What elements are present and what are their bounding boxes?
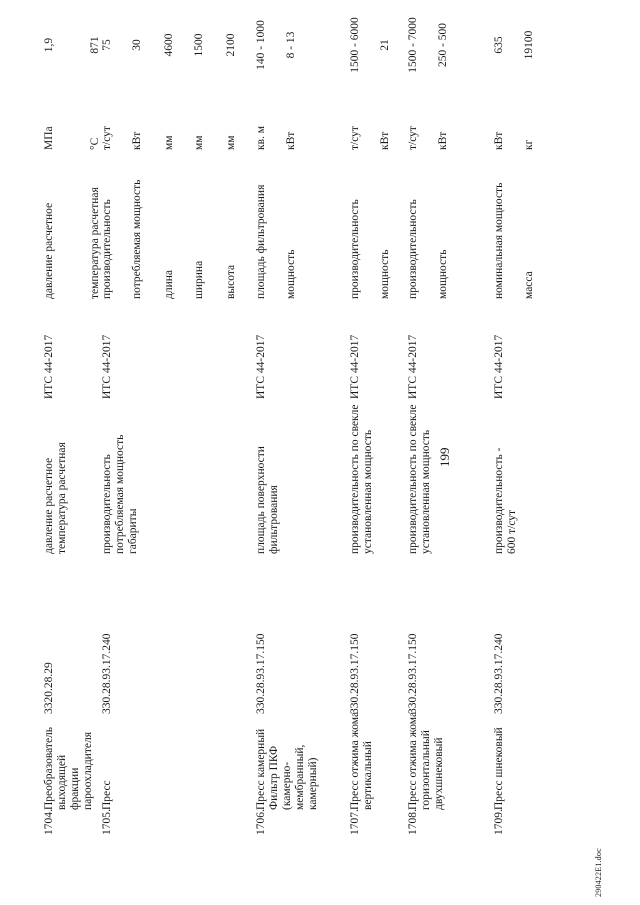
row-number: 1706. bbox=[255, 809, 267, 835]
characteristics: площадь поверхности фильтрования bbox=[255, 446, 280, 554]
parameter-unit: мм bbox=[225, 135, 237, 150]
its-reference: ИТС 44-2017 bbox=[255, 334, 267, 399]
equipment-name: Пресс bbox=[101, 780, 113, 810]
equipment-name: Пресс отжима жома горизонтальный двухшнековый bbox=[407, 711, 445, 810]
its-reference: ИТС 44-2017 bbox=[43, 334, 55, 399]
parameter-name: длина bbox=[163, 269, 175, 299]
parameter-name: мощность bbox=[437, 249, 449, 299]
parameter-unit: кг bbox=[523, 139, 535, 150]
okpd-code: 330.28.93.17.240 bbox=[493, 633, 505, 714]
parameter-name: номинальная мощность bbox=[493, 182, 505, 299]
page-number: 199 bbox=[437, 447, 452, 467]
parameter-value: 1500 - 7000 bbox=[407, 17, 419, 73]
parameter-unit: кВт bbox=[131, 131, 143, 150]
row-number: 1708. bbox=[407, 809, 419, 835]
parameter-row bbox=[131, 0, 145, 905]
its-reference: ИТС 44-2017 bbox=[101, 334, 113, 399]
parameter-row bbox=[285, 0, 299, 905]
equipment-name: Пресс отжима жома вертикальный bbox=[349, 711, 374, 810]
parameter-row bbox=[43, 0, 57, 905]
parameter-unit: кВт bbox=[285, 131, 297, 150]
parameter-unit: т/сут bbox=[101, 126, 113, 150]
parameter-name: масса bbox=[523, 271, 535, 299]
parameter-value: 140 - 1000 bbox=[255, 20, 267, 70]
parameter-name: давление расчетное bbox=[43, 202, 55, 299]
parameter-name: производительность bbox=[407, 199, 419, 299]
parameter-value: 1500 bbox=[193, 33, 205, 57]
parameter-value: 871 bbox=[89, 36, 101, 54]
okpd-code: 330.28.93.17.150 bbox=[407, 633, 419, 714]
okpd-code: 330.28.93.17.150 bbox=[255, 633, 267, 714]
row-number: 1707. bbox=[349, 809, 361, 835]
characteristics: производительность по свекле установленная мощность bbox=[407, 404, 432, 554]
parameter-value: 250 - 500 bbox=[437, 22, 449, 68]
equipment-name: Преобразователь выходящей фракции пароохладителя bbox=[43, 726, 94, 810]
parameter-name: мощность bbox=[285, 249, 297, 299]
parameter-unit: °С bbox=[89, 137, 101, 150]
its-reference: ИТС 44-2017 bbox=[349, 334, 361, 399]
parameter-value: 19100 bbox=[523, 30, 535, 60]
parameter-value: 30 bbox=[131, 39, 143, 51]
row-number: 1709. bbox=[493, 809, 505, 835]
parameter-row bbox=[379, 0, 393, 905]
equipment-name: Пресс шнековый bbox=[493, 727, 505, 810]
parameter-row bbox=[163, 0, 177, 905]
parameter-value: 21 bbox=[379, 39, 391, 51]
parameter-unit: мм bbox=[163, 135, 175, 150]
equipment-name: Пресс камерный Фильтр ПКФ (камерно-мембранный, камерный) bbox=[255, 728, 319, 810]
parameter-value: 8 - 13 bbox=[285, 31, 297, 59]
parameter-row bbox=[193, 0, 207, 905]
parameter-row bbox=[437, 0, 451, 905]
file-footer: 290422E1.doc bbox=[594, 848, 603, 897]
parameter-row bbox=[101, 0, 115, 905]
parameter-name: температура расчетная bbox=[89, 187, 101, 299]
characteristics: производительность - 600 т/сут bbox=[493, 447, 518, 554]
parameter-unit: т/сут bbox=[407, 126, 419, 150]
parameter-name: производительность bbox=[349, 199, 361, 299]
parameter-unit: кВт bbox=[437, 131, 449, 150]
parameter-name: высота bbox=[225, 264, 237, 299]
parameter-row bbox=[493, 0, 507, 905]
parameter-value: 1500 - 6000 bbox=[349, 17, 361, 73]
parameter-unit: т/сут bbox=[349, 126, 361, 150]
parameter-name: производительность bbox=[101, 199, 113, 299]
parameter-value: 75 bbox=[101, 39, 113, 51]
parameter-row bbox=[255, 0, 269, 905]
okpd-code: 330.28.93.17.240 bbox=[101, 633, 113, 714]
parameter-row bbox=[349, 0, 363, 905]
parameter-name: потребляемая мощность bbox=[131, 179, 143, 299]
parameter-unit: кВт bbox=[493, 131, 505, 150]
parameter-name: площадь фильтрования bbox=[255, 184, 267, 299]
parameter-name: мощность bbox=[379, 249, 391, 299]
parameter-row bbox=[523, 0, 537, 905]
its-reference: ИТС 44-2017 bbox=[493, 334, 505, 399]
parameter-name: ширина bbox=[193, 260, 205, 299]
row-number: 1705. bbox=[101, 809, 113, 835]
parameter-value: 635 bbox=[493, 36, 505, 54]
okpd-code: 330.28.93.17.150 bbox=[349, 633, 361, 714]
parameter-value: 1,9 bbox=[43, 37, 55, 53]
parameter-value: 2100 bbox=[225, 33, 237, 57]
parameter-row bbox=[407, 0, 421, 905]
parameter-value: 4600 bbox=[163, 33, 175, 57]
parameter-unit: кв. м bbox=[255, 125, 267, 150]
parameter-row bbox=[225, 0, 239, 905]
parameter-unit: мм bbox=[193, 135, 205, 150]
characteristics: производительность по свекле установленная мощность bbox=[349, 404, 374, 554]
parameter-unit: кВт bbox=[379, 131, 391, 150]
its-reference: ИТС 44-2017 bbox=[407, 334, 419, 399]
characteristics: производительность потребляемая мощность габариты bbox=[101, 434, 139, 554]
characteristics: давление расчетное температура расчетная bbox=[43, 442, 68, 554]
row-number: 1704. bbox=[43, 809, 55, 835]
parameter-unit: МПа bbox=[43, 126, 55, 150]
okpd-code: 3320.28.29 bbox=[43, 662, 55, 714]
